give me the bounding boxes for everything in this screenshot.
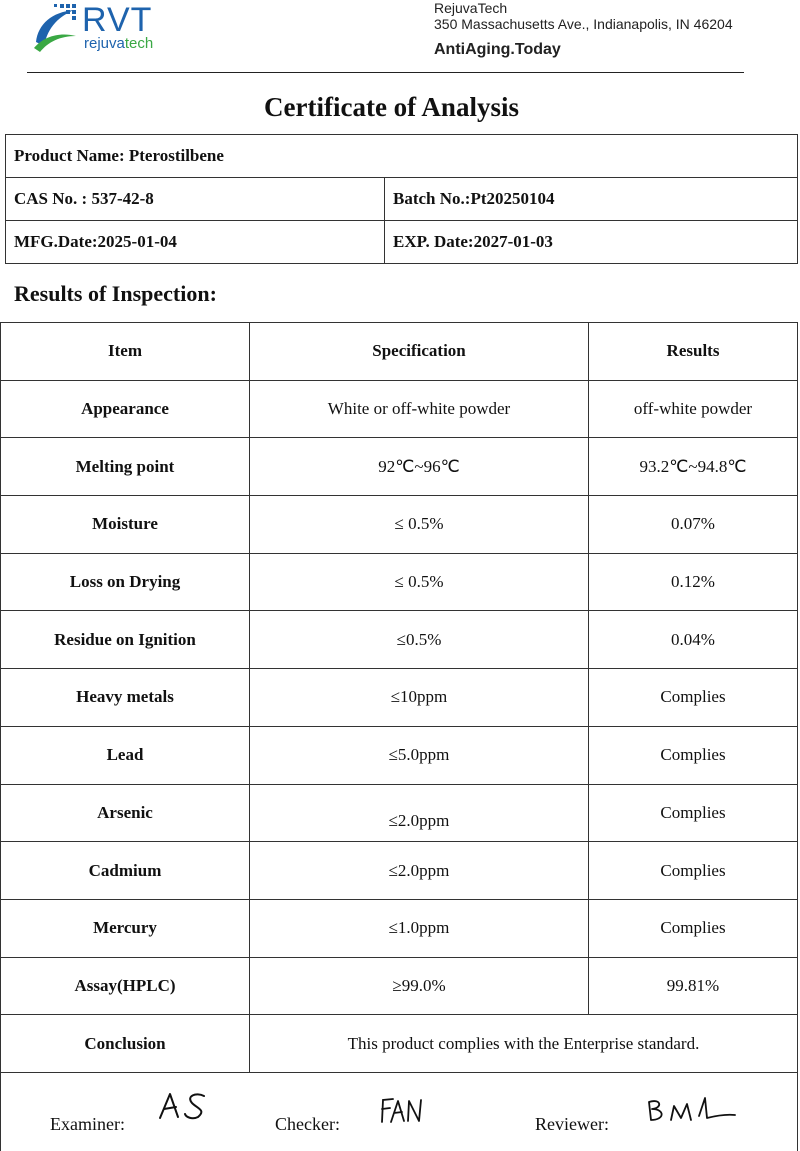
- result-cell: Complies: [589, 669, 798, 727]
- item-cell: Moisture: [1, 496, 250, 554]
- spec-cell: ≤ 0.5%: [250, 496, 589, 554]
- table-row: [1, 496, 798, 554]
- section-title: Results of Inspection:: [14, 281, 217, 306]
- column-header: Specification: [250, 323, 589, 381]
- document-title: Certificate of Analysis: [264, 92, 519, 122]
- result-cell: 99.81%: [589, 957, 798, 1015]
- spec-cell: [250, 784, 589, 842]
- reviewer-signature: [645, 1094, 737, 1124]
- logo-wordmark: RVT: [82, 1, 153, 39]
- column-header: Item: [1, 323, 250, 381]
- conclusion-row: [1, 1015, 798, 1073]
- result-cell: Complies: [589, 784, 798, 842]
- spec-cell: ≤1.0ppm: [250, 899, 589, 957]
- item-cell: Lead: [1, 726, 250, 784]
- table-header-row: [1, 323, 798, 381]
- table-row: [1, 669, 798, 727]
- item-cell: Cadmium: [1, 842, 250, 900]
- spec-cell: ≤0.5%: [250, 611, 589, 669]
- header-divider: [27, 72, 744, 73]
- item-cell: Assay(HPLC): [1, 957, 250, 1015]
- item-cell: Residue on Ignition: [1, 611, 250, 669]
- result-cell: Complies: [589, 842, 798, 900]
- spec-cell: ≤ 0.5%: [250, 553, 589, 611]
- table-row: [1, 957, 798, 1015]
- table-row: [1, 553, 798, 611]
- spec-cell: 92℃~96℃: [250, 438, 589, 496]
- checker-signature: [379, 1096, 425, 1124]
- company-address: 350 Massachusetts Ave., Indianapolis, IN 46204: [434, 16, 733, 32]
- reviewer-label: Reviewer:: [535, 1114, 609, 1134]
- logo-swirl-icon: [30, 2, 80, 54]
- table-row: [1, 784, 798, 842]
- logo-tagline: rejuvatech: [84, 35, 154, 52]
- checker-label: Checker:: [275, 1114, 340, 1134]
- result-cell: off-white powder: [589, 380, 798, 438]
- batch-number: Batch No.:Pt20250104: [385, 178, 798, 221]
- spec-cell: ≤10ppm: [250, 669, 589, 727]
- table-row: [6, 178, 798, 221]
- table-row: [1, 726, 798, 784]
- inspection-results-table: [0, 322, 798, 1073]
- item-cell: Mercury: [1, 899, 250, 957]
- table-row: [6, 221, 798, 264]
- spec-cell: ≤2.0ppm: [250, 842, 589, 900]
- examiner-label: Examiner:: [50, 1114, 125, 1134]
- examiner-signature: [158, 1090, 210, 1120]
- company-info: [434, 0, 733, 32]
- result-cell: 0.04%: [589, 611, 798, 669]
- table-row: [1, 380, 798, 438]
- product-info-table: [5, 134, 798, 264]
- spec-value: ≤2.0ppm: [388, 810, 450, 830]
- result-cell: 0.12%: [589, 553, 798, 611]
- item-cell: Appearance: [1, 380, 250, 438]
- company-logo: [30, 2, 170, 54]
- result-cell: Complies: [589, 726, 798, 784]
- table-row: [1, 438, 798, 496]
- company-website: AntiAging.Today: [434, 41, 561, 58]
- result-cell: 0.07%: [589, 496, 798, 554]
- table-row: [1, 899, 798, 957]
- exp-date: EXP. Date:2027-01-03: [385, 221, 798, 264]
- conclusion-label: Conclusion: [1, 1015, 250, 1073]
- spec-cell: ≤5.0ppm: [250, 726, 589, 784]
- spec-cell: ≥99.0%: [250, 957, 589, 1015]
- item-cell: Melting point: [1, 438, 250, 496]
- table-row: [1, 611, 798, 669]
- result-cell: Complies: [589, 899, 798, 957]
- cas-number: CAS No. : 537-42-8: [6, 178, 385, 221]
- spec-cell: White or off-white powder: [250, 380, 589, 438]
- column-header: Results: [589, 323, 798, 381]
- conclusion-text: This product complies with the Enterprise standard.: [250, 1015, 798, 1073]
- table-row: [6, 135, 798, 178]
- mfg-date: MFG.Date:2025-01-04: [6, 221, 385, 264]
- item-cell: Heavy metals: [1, 669, 250, 727]
- company-name: RejuvaTech: [434, 0, 508, 16]
- table-row: [1, 842, 798, 900]
- product-name: Product Name: Pterostilbene: [6, 135, 798, 178]
- item-cell: Arsenic: [1, 784, 250, 842]
- result-cell: 93.2℃~94.8℃: [589, 438, 798, 496]
- item-cell: Loss on Drying: [1, 553, 250, 611]
